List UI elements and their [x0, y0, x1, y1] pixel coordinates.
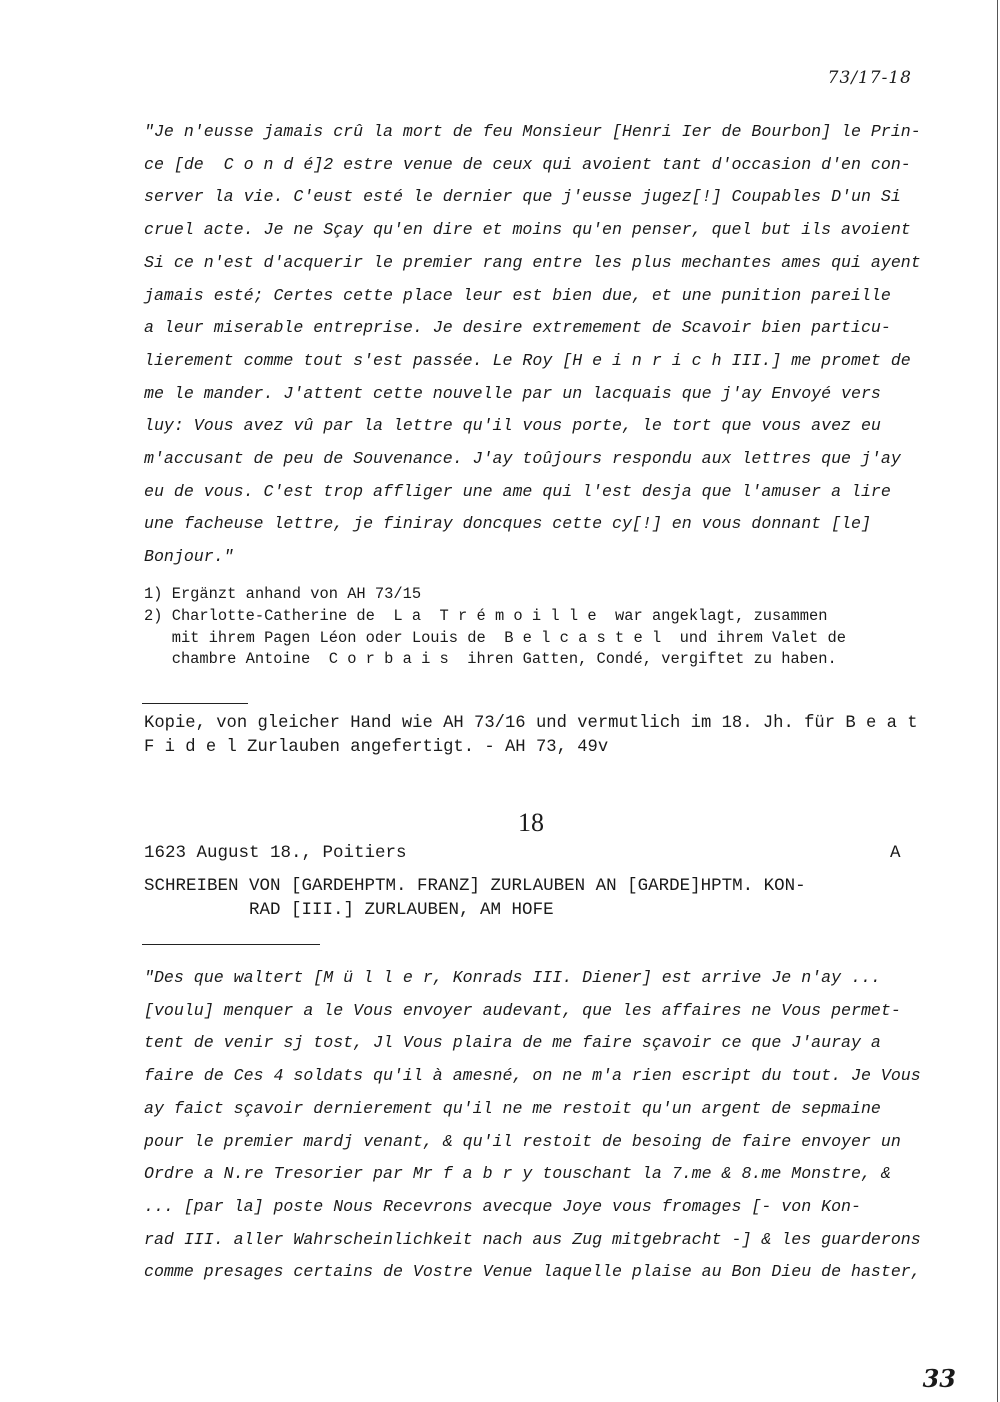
heading-line: RAD [III.] ZURLAUBEN, AM HOFE	[144, 900, 554, 920]
page-number: 33	[922, 1364, 956, 1393]
text-line: m'accusant de peu de Souvenance. J'ay toûjours respondu aux lettres que j'ay	[144, 449, 901, 469]
document-number: 18	[518, 808, 544, 837]
text-line: lierement comme tout s'est passée. Le Roy [H e i n r i c h III.] me promet de	[144, 350, 911, 370]
text-line: ay faict sçavoir dernierement qu'il ne me restoit qu'un argent de sepmaine	[144, 1098, 881, 1118]
text-line: tent de venir sj tost, Jl Vous plaira de me faire sçavoir ce que J'auray a	[144, 1033, 881, 1053]
footnote-2: 2) Charlotte-Catherine de L a T r é m o i l l e war angeklagt, zusammen	[144, 606, 828, 625]
text-line: une facheuse lettre, je finiray doncques cette cy[!] en vous donnant [le]	[144, 514, 871, 534]
letter-1-text	[144, 116, 934, 574]
copy-note	[144, 712, 934, 760]
text-line: ... [par la] poste Nous Recevrons avecque Joye vous fromages [- von Kon-	[144, 1196, 861, 1216]
copy-note-line: F i d e l Zurlauben angefertigt. - AH 73, 49v	[144, 738, 609, 757]
text-line: me le mander. J'attent cette nouvelle par un lacquais que j'ay Envoyé vers	[144, 383, 881, 403]
text-line: cruel acte. Je ne Sçay qu'en dire et moins qu'en penser, quel but ils avoient	[144, 220, 911, 240]
footnote-2-cont: chambre Antoine C o r b a i s ihren Gatten, Condé, vergiftet zu haben.	[144, 650, 837, 669]
scan-edge-line	[997, 0, 998, 1402]
text-line: Bonjour."	[144, 547, 234, 567]
text-line: pour le premier mardj venant, & qu'il restoit de besoing de faire envoyer un	[144, 1131, 901, 1151]
text-line: comme presages certains de Vostre Venue laquelle plaise au Bon Dieu de haster,	[144, 1262, 921, 1282]
text-line: server la vie. C'eust esté le dernier que j'eusse jugez[!] Coupables D'un Si	[144, 187, 901, 207]
divider-rule	[142, 703, 248, 704]
divider-rule	[142, 944, 320, 945]
text-line: ce [de C o n d é]2 estre venue de ceux qui avoient tant d'occasion d'en con-	[144, 154, 911, 174]
text-line: Si ce n'est d'acquerir le premier rang entre les plus mechantes ames qui ayent	[144, 252, 921, 272]
text-line: eu de vous. C'est trop affliger une ame qui l'est desja que l'amuser a lire	[144, 481, 891, 501]
footnotes	[144, 584, 934, 671]
archive-reference: 73/17-18	[827, 68, 912, 88]
text-line: luy: Vous avez vû par la lettre qu'il vous porte, le tort que vous avez eu	[144, 416, 881, 436]
text-line: "Je n'eusse jamais crû la mort de feu Monsieur [Henri Ier de Bourbon] le Prin-	[144, 122, 921, 141]
text-line: a leur miserable entreprise. Je desire extremement de Scavoir bien particu-	[144, 318, 891, 338]
text-line: [voulu] menquer a le Vous envoyer audevant, que les affaires ne Vous permet-	[144, 1000, 901, 1020]
document-heading	[144, 874, 934, 922]
text-line: jamais esté; Certes cette place leur est bien due, et une punition pareille	[144, 285, 891, 305]
heading-line: SCHREIBEN VON [GARDEHPTM. FRANZ] ZURLAUBEN AN [GARDE]HPTM. KON-	[144, 876, 806, 896]
copy-note-line: Kopie, von gleicher Hand wie AH 73/16 und vermutlich im 18. Jh. für B e a t	[144, 714, 918, 733]
text-line: Ordre a N.re Tresorier par Mr f a b r y touschant la 7.me & 8.me Monstre, &	[144, 1164, 891, 1184]
text-line: faire de Ces 4 soldats qu'il à amesné, on ne m'a rien escript du tout. Je Vous	[144, 1066, 921, 1086]
date-place: 1623 August 18., Poitiers	[144, 843, 407, 863]
letter-2-text	[144, 962, 934, 1289]
text-line: "Des que waltert [M ü l l e r, Konrads III. Diener] est arrive Je n'ay ...	[144, 968, 881, 987]
text-line: rad III. aller Wahrscheinlichkeit nach aus Zug mitgebracht -] & les guarderons	[144, 1229, 921, 1249]
footnote-1: 1) Ergänzt anhand von AH 73/15	[144, 585, 422, 603]
letter-code: A	[890, 843, 901, 863]
footnote-2-cont: mit ihrem Pagen Léon oder Louis de B e l c a s t e l und ihrem Valet de	[144, 628, 846, 647]
